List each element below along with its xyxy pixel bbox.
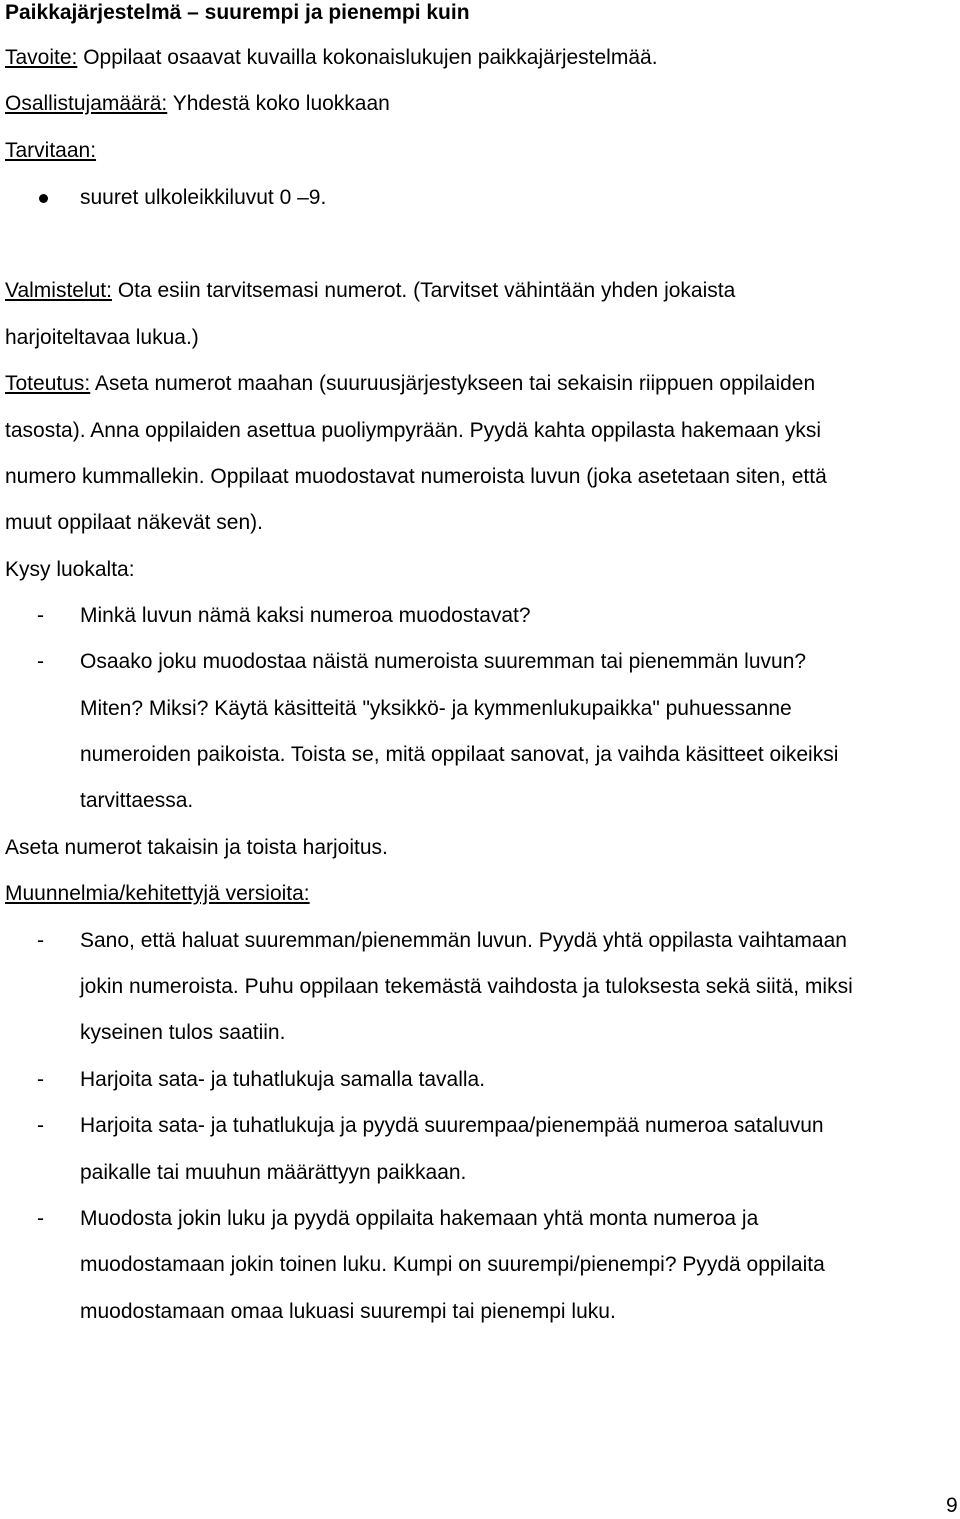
dash-marker: - — [37, 604, 44, 627]
ask-item-text: tarvittaessa. — [80, 789, 194, 812]
variation-item-text: Sano, että haluat suuremman/pienemmän luvun. Pyydä yhtä oppilasta vaihtamaan — [80, 929, 847, 952]
implementation-line-2: tasosta). Anna oppilaiden asettua puoliympyrään. Pyydä kahta oppilasta hakemaan yksi — [5, 419, 822, 442]
variation-item-text: muodostamaan jokin toinen luku. Kumpi on suurempi/pienempi? Pyydä oppilaita — [80, 1253, 825, 1276]
variation-item-text: kyseinen tulos saatiin. — [80, 1021, 286, 1044]
repeat-line: Aseta numerot takaisin ja toista harjoitus. — [5, 836, 388, 859]
needed-item-text: suuret ulkoleikkiluvut 0 –9. — [80, 186, 327, 209]
implementation-line-3: numero kummallekin. Oppilaat muodostavat numeroista luvun (joka asetetaan siten, että — [5, 465, 827, 488]
dash-marker: - — [37, 1068, 44, 1091]
implementation-line-4: muut oppilaat näkevät sen). — [5, 511, 263, 534]
page-number: 9 — [946, 1494, 958, 1517]
dash-marker: - — [37, 1114, 44, 1137]
preparation-line-2: harjoiteltavaa lukua.) — [5, 326, 199, 349]
ask-item-text: Osaako joku muodostaa näistä numeroista suuremman tai pienemmän luvun? — [80, 650, 807, 673]
dash-marker: - — [37, 1207, 44, 1230]
variation-item-text: muodostamaan omaa lukuasi suurempi tai pienempi luku. — [80, 1300, 616, 1323]
implementation-line-1 — [5, 371, 815, 397]
dash-marker: - — [37, 650, 44, 673]
participants-text: Yhdestä koko luokkaan — [167, 92, 390, 115]
variation-item-text: Muodosta jokin luku ja pyydä oppilaita hakemaan yhtä monta numeroa ja — [80, 1207, 759, 1230]
implementation-text-1: Aseta numerot maahan (suuruusjärjestykseen tai sekaisin riippuen oppilaiden — [90, 372, 816, 395]
ask-item-text: numeroiden paikoista. Toista se, mitä oppilaat sanovat, ja vaihda käsitteet oikeiksi — [80, 743, 839, 766]
participants-label: Osallistujamäärä: — [5, 92, 168, 115]
implementation-label: Toteutus: — [5, 372, 91, 395]
needed-label-line — [5, 138, 96, 164]
preparation-text-1: Ota esiin tarvitsemasi numerot. (Tarvitset vähintään yhden jokaista — [111, 279, 736, 302]
needed-label: Tarvitaan: — [5, 139, 97, 162]
ask-label: Kysy luokalta: — [5, 558, 135, 581]
participants-line — [5, 91, 390, 117]
variations-label-line — [5, 881, 310, 907]
variations-label: Muunnelmia/kehitettyjä versioita: — [5, 882, 310, 905]
goal-text: Oppilaat osaavat kuvailla kokonaislukujen paikkajärjestelmää. — [77, 46, 658, 69]
variation-item-text: Harjoita sata- ja tuhatlukuja samalla tavalla. — [80, 1068, 486, 1091]
variation-item-text: paikalle tai muuhun määrättyyn paikkaan. — [80, 1161, 467, 1184]
bullet-icon — [39, 194, 48, 203]
goal-line — [5, 45, 658, 71]
preparation-label: Valmistelut: — [5, 279, 112, 302]
ask-item-text: Minkä luvun nämä kaksi numeroa muodostavat? — [80, 604, 531, 627]
goal-label: Tavoite: — [5, 46, 78, 69]
ask-item-text: Miten? Miksi? Käytä käsitteitä "yksikkö- ja kymmenlukupaikka" puhuessanne — [80, 697, 792, 720]
document-title: Paikkajärjestelmä – suurempi ja pienempi kuin — [5, 1, 470, 24]
variation-item-text: Harjoita sata- ja tuhatlukuja ja pyydä suurempaa/pienempää numeroa sataluvun — [80, 1114, 824, 1137]
dash-marker: - — [37, 929, 44, 952]
variation-item-text: jokin numeroista. Puhu oppilaan tekemästä vaihdosta ja tuloksesta sekä siitä, miksi — [80, 975, 853, 998]
preparation-line-1 — [5, 278, 735, 304]
